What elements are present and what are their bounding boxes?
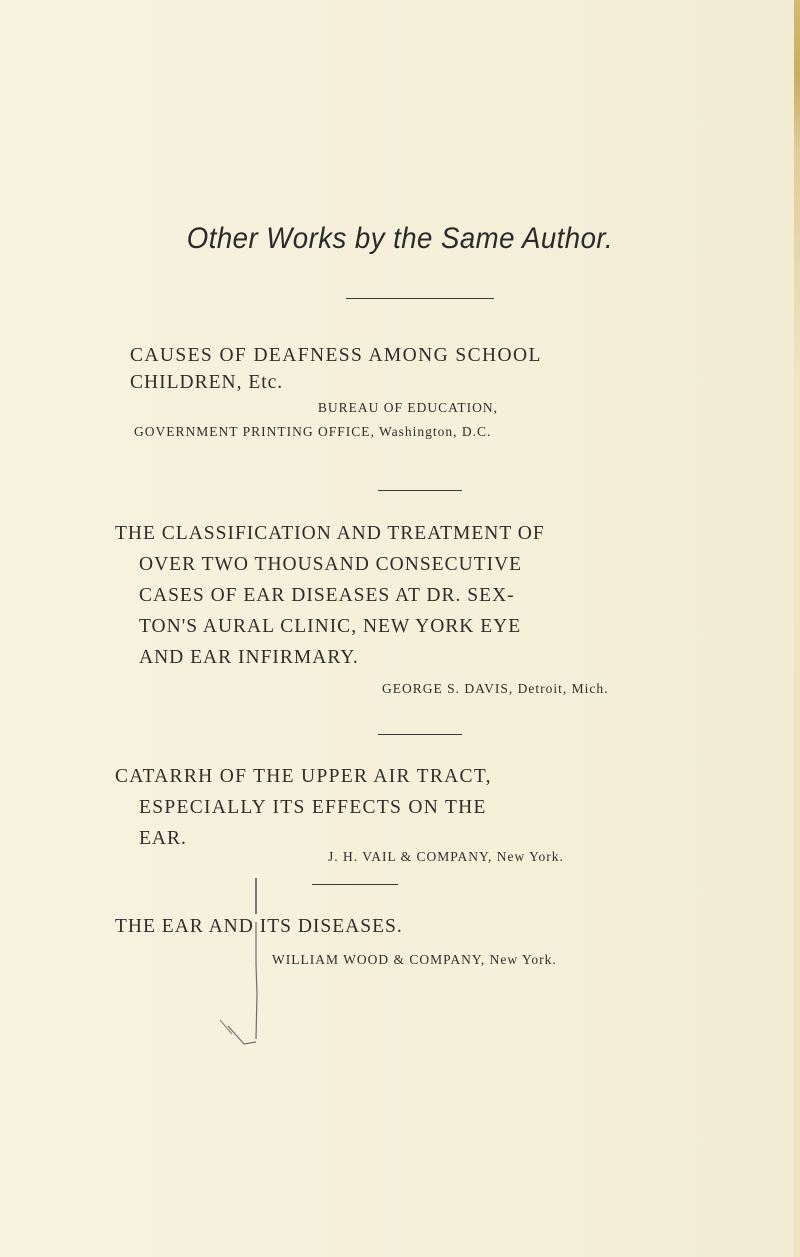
work-title-line: CATARRH OF THE UPPER AIR TRACT, xyxy=(115,766,492,787)
page-title: Other Works by the Same Author. xyxy=(186,222,614,255)
publisher-line: BUREAU OF EDUCATION, xyxy=(317,400,499,415)
publisher xyxy=(134,424,491,440)
publisher-line: GOVERNMENT PRINTING OFFICE, Washington, D.C. xyxy=(134,424,492,439)
work-title-line: EAR. xyxy=(139,828,187,849)
work-title-line: CASES OF EAR DISEASES AT DR. SEX- xyxy=(139,585,515,606)
work-title xyxy=(115,911,715,942)
work-title-line: THE EAR AND ITS DISEASES. xyxy=(115,916,403,937)
work-title-line: OVER TWO THOUSAND CONSECUTIVE xyxy=(139,554,523,575)
work-title xyxy=(115,518,715,673)
work-title-line: CHILDREN, Etc. xyxy=(130,372,284,393)
divider xyxy=(378,490,462,491)
publisher xyxy=(382,681,609,697)
pencil-mark xyxy=(212,874,272,1074)
work-title-line: TON'S AURAL CLINIC, NEW YORK EYE xyxy=(139,616,522,637)
work-title-line: AND EAR INFIRMARY. xyxy=(139,647,359,668)
page-edge xyxy=(794,0,800,1257)
divider xyxy=(346,298,494,299)
work-title xyxy=(130,340,700,398)
publisher-line: J. H. VAIL & COMPANY, New York. xyxy=(328,849,564,864)
publisher-line: GEORGE S. DAVIS, Detroit, Mich. xyxy=(382,681,609,696)
publisher xyxy=(0,400,800,416)
work-title xyxy=(115,761,715,854)
work-title-line: CAUSES OF DEAFNESS AMONG SCHOOL xyxy=(130,345,542,366)
divider xyxy=(378,734,462,735)
divider xyxy=(312,884,398,885)
publisher-line: WILLIAM WOOD & COMPANY, New York. xyxy=(272,952,557,967)
publisher xyxy=(272,952,557,968)
work-title-line: ESPECIALLY ITS EFFECTS ON THE xyxy=(139,797,487,818)
publisher xyxy=(328,849,564,865)
work-title-line: THE CLASSIFICATION AND TREATMENT OF xyxy=(115,523,545,544)
